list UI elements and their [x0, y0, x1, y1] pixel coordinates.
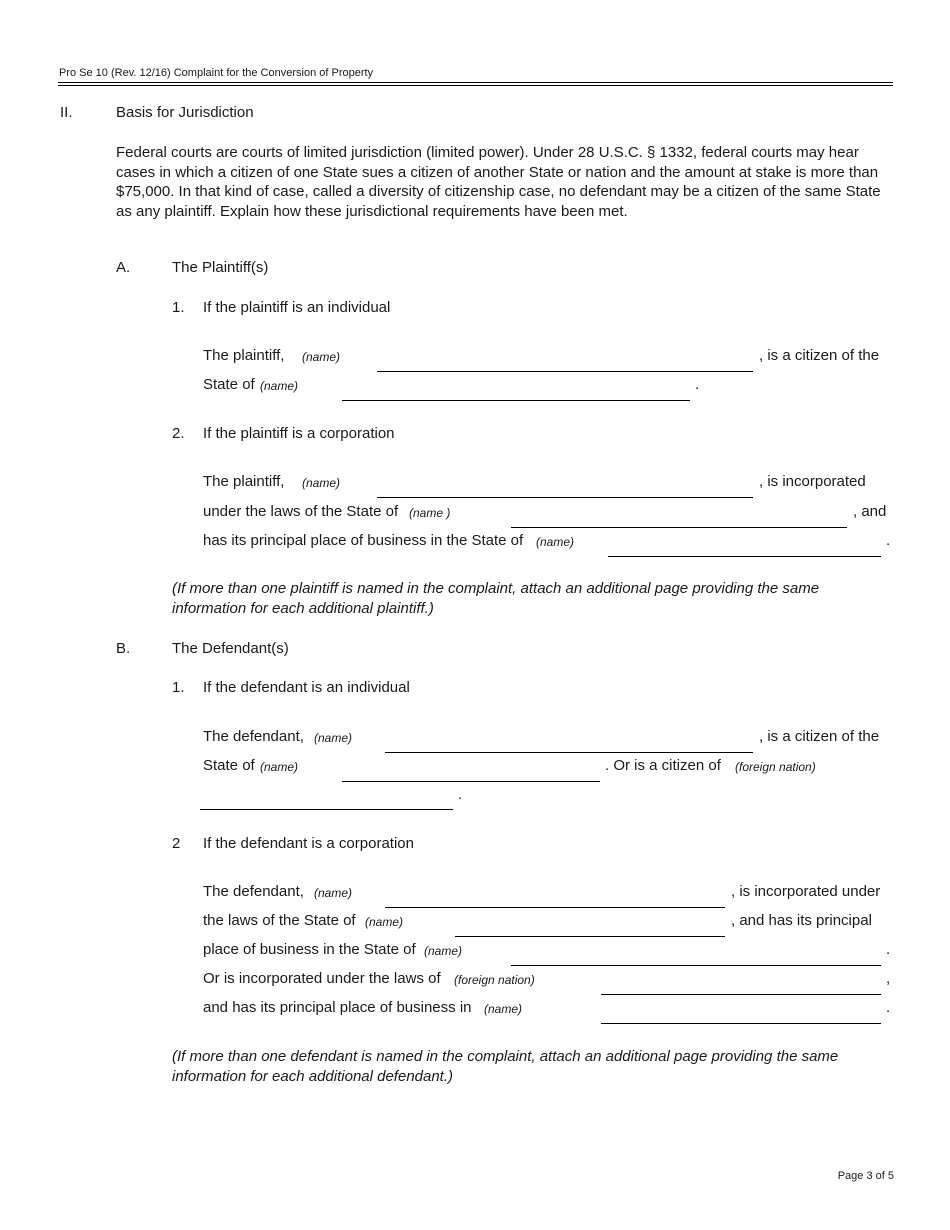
field-mid: . Or is a citizen of [605, 757, 721, 774]
field-hint: (name) [536, 535, 575, 549]
plaintiff-corporation-num: 2. [172, 425, 185, 442]
field-label: The plaintiff, [203, 473, 285, 490]
field-hint: (name) [424, 944, 463, 958]
page-number: Page 3 of 5 [837, 1170, 894, 1182]
field-hint: (name) [260, 379, 299, 393]
field-label: under the laws of the State of [203, 503, 399, 520]
defendant-corporation-num: 2 [172, 835, 181, 852]
defendant-corporation-business-place-field[interactable] [601, 1023, 881, 1024]
field-label: place of business in the State of [203, 941, 416, 958]
field-hint: (foreign nation) [454, 973, 535, 987]
field-label: State of [203, 757, 255, 774]
field-label: Or is incorporated under the laws of [203, 970, 441, 987]
field-hint: (name) [365, 915, 404, 929]
field-hint: (foreign nation) [735, 760, 816, 774]
plaintiff-corporation-name-field[interactable] [377, 497, 753, 498]
field-hint: (name) [484, 1002, 523, 1016]
field-hint: (name) [314, 731, 353, 745]
defendant-individual-state-field[interactable] [342, 781, 600, 782]
header-rule-bottom [58, 85, 893, 86]
field-suffix: . [886, 532, 891, 549]
defendant-individual-name-field[interactable] [385, 752, 753, 753]
section-number: II. [60, 104, 73, 121]
defendant-corporation-name-field[interactable] [385, 907, 725, 908]
plaintiffs-title: The Plaintiff(s) [172, 259, 269, 276]
defendant-corporation-state-field[interactable] [455, 936, 725, 937]
field-label: State of [203, 376, 255, 393]
plaintiff-individual-name-field[interactable] [377, 371, 753, 372]
defendant-individual-num: 1. [172, 679, 185, 696]
field-label: The defendant, [203, 728, 304, 745]
plaintiff-corporation-state-field[interactable] [511, 527, 847, 528]
plaintiff-individual-title: If the plaintiff is an individual [203, 299, 391, 316]
defendants-title: The Defendant(s) [172, 640, 289, 657]
field-suffix: . [458, 786, 463, 803]
field-label: The defendant, [203, 883, 304, 900]
plaintiff-individual-num: 1. [172, 299, 185, 316]
field-suffix: . [695, 376, 700, 393]
field-hint: (name) [260, 760, 299, 774]
field-suffix: , is a citizen of the [759, 347, 880, 364]
field-label: and has its principal place of business in [203, 999, 472, 1016]
defendant-corporation-title: If the defendant is a corporation [203, 835, 414, 852]
field-label: has its principal place of business in the State of [203, 532, 524, 549]
defendants-letter: B. [116, 640, 131, 657]
field-suffix: , is incorporated [759, 473, 866, 490]
plaintiffs-note: (If more than one plaintiff is named in the complaint, attach an additional page providing the same information for each additional plaintiff.) [172, 580, 820, 617]
field-suffix: , and has its principal [731, 912, 872, 929]
plaintiff-corporation-business-state-field[interactable] [608, 556, 881, 557]
form-header: Pro Se 10 (Rev. 12/16) Complaint for the Conversion of Property [59, 67, 374, 79]
plaintiff-corporation-title: If the plaintiff is a corporation [203, 425, 395, 442]
field-suffix: . [886, 999, 891, 1016]
defendant-corporation-foreign-nation-field[interactable] [601, 994, 881, 995]
defendants-note: (If more than one defendant is named in the complaint, attach an additional page providing the same information for each additional defendant.) [172, 1048, 839, 1085]
defendant-individual-title: If the defendant is an individual [203, 679, 410, 696]
field-label: the laws of the State of [203, 912, 356, 929]
header-rule-top [58, 82, 893, 83]
section-intro: Federal courts are courts of limited jurisdiction (limited power). Under 28 U.S.C. § 1332, federal courts may hear cases in which a citizen of one State sues a citizen of another State or nation and the amount at stake is more than $75,000. In that kind of case, called a diversity of citizenship case, no defendant may be a citizen of the same State as any plaintiff. Explain how these jurisdictional requirements have been met. [116, 144, 881, 220]
field-hint: (name) [302, 350, 341, 364]
field-hint: (name) [302, 476, 341, 490]
field-suffix: , [886, 970, 891, 987]
plaintiffs-letter: A. [116, 259, 131, 276]
section-title: Basis for Jurisdiction [116, 104, 254, 121]
field-hint: (name ) [409, 506, 451, 520]
field-label: The plaintiff, [203, 347, 285, 364]
field-suffix: . [886, 941, 891, 958]
defendant-corporation-business-state-field[interactable] [511, 965, 881, 966]
field-suffix: , is a citizen of the [759, 728, 880, 745]
defendant-individual-foreign-nation-field[interactable] [200, 809, 453, 810]
plaintiff-individual-state-field[interactable] [342, 400, 690, 401]
field-suffix: , and [853, 503, 887, 520]
field-hint: (name) [314, 886, 353, 900]
field-suffix: , is incorporated under [731, 883, 881, 900]
